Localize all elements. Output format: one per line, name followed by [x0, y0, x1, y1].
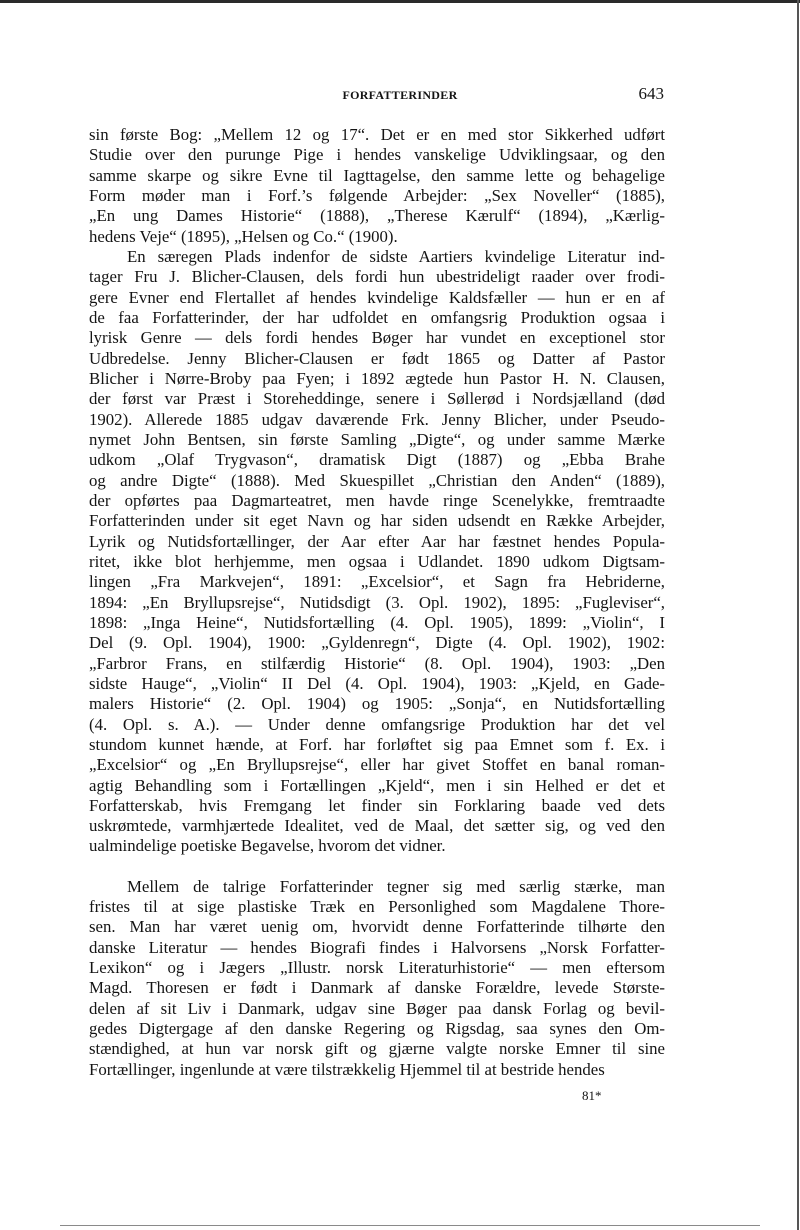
- text-line: „En ung Dames Historie“ (1888), „Therese Kærulf“ (1894), „Kærlig-: [89, 206, 665, 226]
- text-line: stundom kunnet hænde, at Forf. har forløftet sig paa Emnet som f. Ex. i: [89, 734, 665, 754]
- text-line: hedens Veje“ (1895), „Helsen og Co.“ (1900).: [89, 226, 398, 246]
- text-line: og andre Digte“ (1888). Med Skuespillet „Christian den Anden“ (1889),: [89, 470, 665, 490]
- text-line: gere Evner end Flertallet af hendes kvindelige Kaldsfæller — hun er en af: [89, 287, 665, 307]
- text-line: (4. Opl. s. A.). — Under denne omfangsrige Produktion har det vel: [89, 714, 665, 734]
- text-line: Forfatterskab, hvis Fremgang let finder sin Forklaring baade ved dets: [89, 795, 665, 815]
- text-line: lingen „Fra Markvejen“, 1891: „Excelsior“, et Sagn fra Hebriderne,: [89, 572, 665, 592]
- text-line: ualmindelige poetiske Begavelse, hvorom det vidner.: [89, 836, 446, 856]
- running-header: FORFATTERINDER: [342, 88, 458, 102]
- text-line: delen af sit Liv i Danmark, udgav sine Bøger paa dansk Forlag og bevil-: [89, 998, 665, 1018]
- text-line: nymet John Bentsen, sin første Samling „Digte“, og under samme Mærke: [89, 429, 665, 449]
- text-line: tager Fru J. Blicher-Clausen, dels fordi hun ubestrideligt raader over frodi-: [89, 267, 665, 287]
- text-line: lyrisk Genre — dels fordi hendes Bøger har vundet en exceptionel stor: [89, 328, 665, 348]
- text-line: gedes Digtergage af den danske Regering og Rigsdag, saa synes den Om-: [89, 1019, 665, 1039]
- text-line: Blicher i Nørre-Broby paa Fyen; i 1892 ægtede hun Pastor H. N. Clausen,: [89, 368, 665, 388]
- text-line: der opførtes paa Dagmarteatret, men havde ringe Scenelykke, fremtraadte: [89, 490, 665, 510]
- text-line: Udbredelse. Jenny Blicher-Clausen er født 1865 og Datter af Pastor: [89, 348, 665, 368]
- text-line: Magd. Thoresen er født i Danmark af danske Forældre, levede Største-: [89, 978, 665, 998]
- text-line: Forfatterinden under sit eget Navn og har siden udsendt en Række Arbejder,: [89, 511, 665, 531]
- text-line: „Excelsior“ og „En Bryllupsrejse“, eller har givet Stoffet en banal roman-: [89, 755, 665, 775]
- text-line: „Farbror Frans, en stilfærdig Historie“ (8. Opl. 1904), 1903: „Den: [89, 653, 665, 673]
- text-line: 1894: „En Bryllupsrejse“, Nutidsdigt (3. Opl. 1902), 1895: „Fugleviser“,: [89, 592, 665, 612]
- bottom-edge-rule: [60, 1225, 760, 1226]
- paragraph-3: [89, 877, 665, 1080]
- text-line: ritet, ikke blot herhjemme, men ogsaa i Udlandet. 1890 udkom Digtsam-: [89, 551, 665, 571]
- right-edge-rule: [797, 0, 799, 1230]
- text-line: de faa Forfatterinder, der har udfoldet en omfangsrig Produktion ogsaa i: [89, 307, 665, 327]
- text-line: Mellem de talrige Forfatterinder tegner sig med særlig stærke, man: [127, 876, 665, 896]
- text-line: sidste Hauge“, „Violin“ II Del (4. Opl. 1904), 1903: „Kjeld, en Gade-: [89, 673, 665, 693]
- text-line: agtig Behandling som i Fortællingen „Kjeld“, men i sin Helhed er det et: [89, 775, 665, 795]
- text-line: fristes til at sige plastiske Træk en Personlighed som Magdalene Thore-: [89, 897, 665, 917]
- text-line: der først var Præst i Storeheddinge, senere i Søllerød i Nordsjælland (død: [89, 389, 665, 409]
- page-number: 643: [638, 84, 664, 103]
- text-line: Studie over den purunge Pige i hendes vanskelige Udviklingsaar, og den: [89, 145, 665, 165]
- body-text: [89, 125, 665, 1080]
- top-edge-rule: [0, 0, 800, 3]
- paragraph-1: [89, 125, 665, 247]
- text-line: Del (9. Opl. 1904), 1900: „Gyldenregn“, Digte (4. Opl. 1902), 1902:: [89, 633, 665, 653]
- text-line: 1898: „Inga Heine“, Nutidsfortælling (4. Opl. 1905), 1899: „Violin“, I: [89, 612, 665, 632]
- text-line: sen. Man har været uenig om, hvorvidt denne Forfatterinde tilhørte den: [89, 917, 665, 937]
- text-line: uskrømtede, varmhjærtede Idealitet, ved de Maal, det sætter sig, og ved den: [89, 816, 665, 836]
- text-line: Lyrik og Nutidsfortællinger, der Aar efter Aar har fæstnet hendes Popula-: [89, 531, 665, 551]
- text-line: Form møder man i Forf.’s følgende Arbejder: „Sex Noveller“ (1885),: [89, 185, 665, 205]
- text-line: samme skarpe og sikre Evne til Iagttagelse, den samme lette og behagelige: [89, 165, 665, 185]
- text-line: malers Historie“ (2. Opl. 1904) og 1905: „Sonja“, en Nutidsfortælling: [89, 694, 665, 714]
- text-line: stændighed, at hun var norsk gift og gjærne valgte norske Emner til sine: [89, 1039, 665, 1059]
- text-line: Lexikon“ og i Jægers „Illustr. norsk Literaturhistorie“ — men eftersom: [89, 958, 665, 978]
- text-line: En særegen Plads indenfor de sidste Aartiers kvindelige Literatur ind-: [127, 246, 665, 266]
- text-line: danske Literatur — hendes Biografi findes i Halvorsens „Norsk Forfatter-: [89, 937, 665, 957]
- paragraph-2: [89, 247, 665, 857]
- text-line: Fortællinger, ingenlunde at være tilstrækkelig Hjemmel til at bestride hendes: [89, 1059, 605, 1079]
- text-line: 1902). Allerede 1885 udgav daværende Frk. Jenny Blicher, under Pseudo-: [89, 409, 665, 429]
- text-line: udkom „Olaf Trygvason“, dramatisk Digt (1887) og „Ebba Brahe: [89, 450, 665, 470]
- signature-mark: 81*: [582, 1088, 602, 1103]
- text-line: sin første Bog: „Mellem 12 og 17“. Det er en med stor Sikkerhed udført: [89, 125, 665, 144]
